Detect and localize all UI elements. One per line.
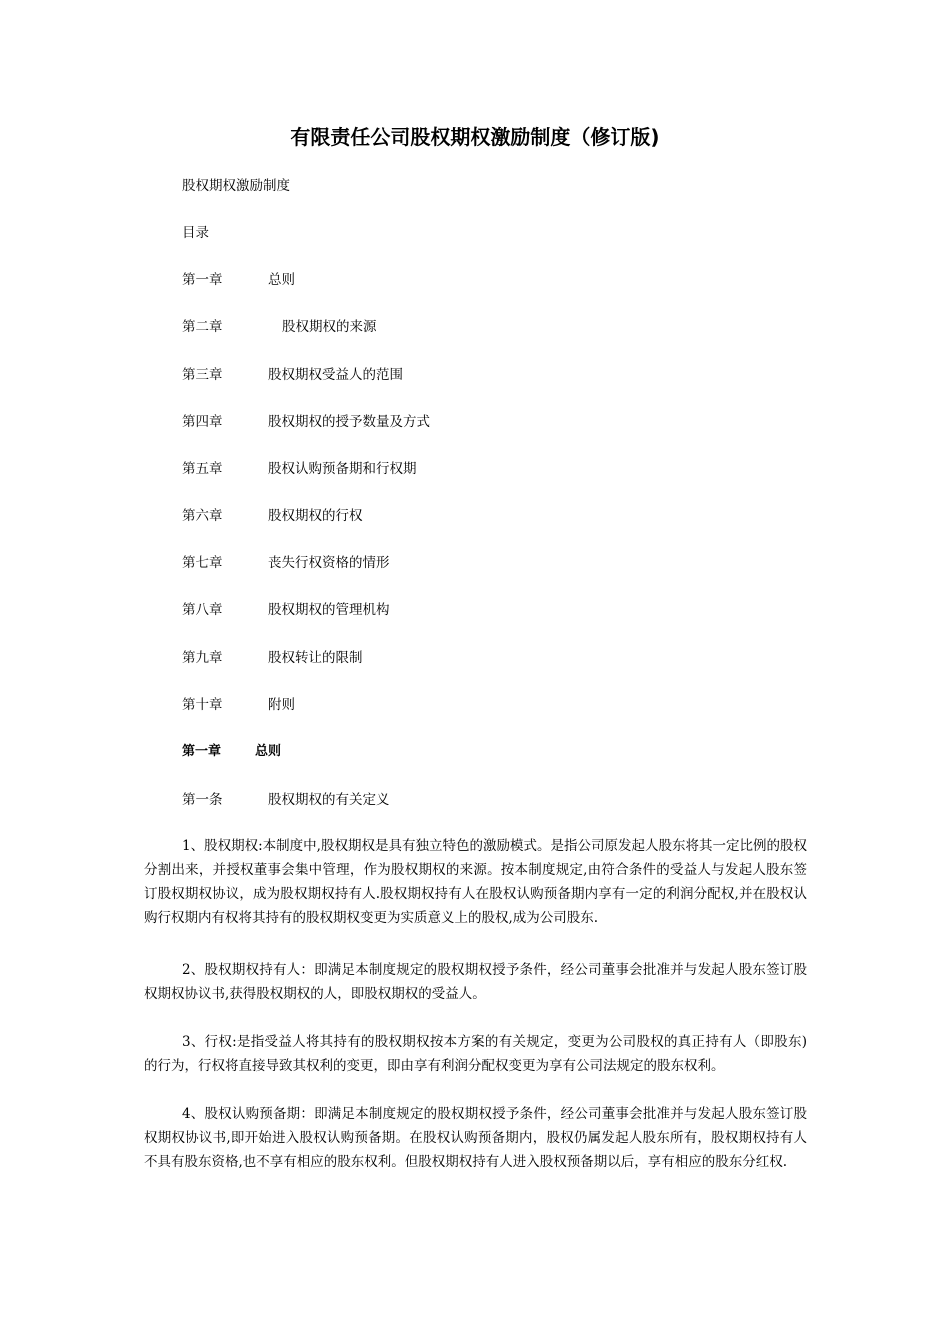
toc-chapter-number: 第十章: [182, 697, 223, 713]
toc-chapter-number: 第九章: [182, 650, 223, 666]
document-subtitle: 股权期权激励制度: [182, 178, 290, 194]
toc-chapter-number: 第六章: [182, 508, 223, 524]
toc-item: [182, 365, 682, 385]
toc-item: [182, 317, 682, 337]
toc-chapter-number: 第三章: [182, 367, 223, 383]
toc-item: [182, 600, 682, 620]
toc-item: [182, 553, 682, 573]
body-paragraph: 4、股权认购预备期：即满足本制度规定的股权期权授予条件，经公司董事会批准并与发起人股东签订股权期权协议书,即开始进入股权认购预备期。在股权认购预备期内，股权仍属发起人股东所有，股权期权持有人不具有股东资格,也不享有相应的股东权利。但股权期权持有人进入股权预备期以后，享有相应的股东分红权.: [144, 1106, 807, 1170]
toc-chapter-title: 总则: [268, 272, 295, 288]
article-number: 第一条: [182, 792, 223, 808]
toc-item: [182, 648, 682, 668]
toc-chapter-number: 第四章: [182, 414, 223, 430]
toc-chapter-number: 第七章: [182, 555, 223, 571]
body-paragraph: 1、股权期权:本制度中,股权期权是具有独立特色的激励模式。是指公司原发起人股东将其一定比例的股权分割出来，并授权董事会集中管理，作为股权期权的来源。按本制度规定,由符合条件的受益人与发起人股东签订股权期权协议，成为股权期权持有人.股权期权持有人在股权认购预备期内享有一定的利润分配权,并在股权认购行权期内有权将其持有的股权期权变更为实质意义上的股权,成为公司股东.: [144, 838, 807, 926]
toc-chapter-number: 第五章: [182, 461, 223, 477]
toc-item: [182, 695, 682, 715]
article-heading: [182, 790, 682, 810]
toc-item: [182, 412, 682, 432]
chapter-title: 总则: [255, 744, 282, 759]
body-paragraph: 3、行权:是指受益人将其持有的股权期权按本方案的有关规定，变更为公司股权的真正持有人（即股东)的行为，行权将直接导致其权利的变更，即由享有利润分配权变更为享有公司法规定的股东权利。: [144, 1034, 807, 1074]
toc-chapter-number: 第八章: [182, 602, 223, 618]
toc-chapter-title: 附则: [268, 697, 295, 713]
toc-item: [182, 506, 682, 526]
toc-chapter-title: 股权期权受益人的范围: [268, 367, 403, 383]
toc-chapter-title: 股权认购预备期和行权期: [268, 461, 417, 477]
toc-item: [182, 459, 682, 479]
toc-label: 目录: [182, 225, 209, 241]
toc-chapter-title: 股权期权的行权: [268, 508, 363, 524]
toc-chapter-title: 股权期权的来源: [282, 319, 377, 335]
article-title: 股权期权的有关定义: [268, 792, 390, 808]
toc-chapter-number: 第二章: [182, 319, 223, 335]
toc-chapter-title: 股权期权的管理机构: [268, 602, 390, 618]
toc-chapter-title: 丧失行权资格的情形: [268, 555, 390, 571]
toc-chapter-number: 第一章: [182, 272, 223, 288]
toc-chapter-title: 股权转让的限制: [268, 650, 363, 666]
body-paragraph: 2、股权期权持有人：即满足本制度规定的股权期权授予条件，经公司董事会批准并与发起人股东签订股权期权协议书,获得股权期权的人，即股权期权的受益人。: [144, 962, 807, 1002]
chapter-heading: [182, 742, 682, 762]
toc-chapter-title: 股权期权的授予数量及方式: [268, 414, 430, 430]
chapter-number: 第一章: [182, 744, 222, 759]
document-title: 有限责任公司股权期权激励制度（修订版): [290, 125, 660, 149]
toc-item: [182, 270, 682, 290]
